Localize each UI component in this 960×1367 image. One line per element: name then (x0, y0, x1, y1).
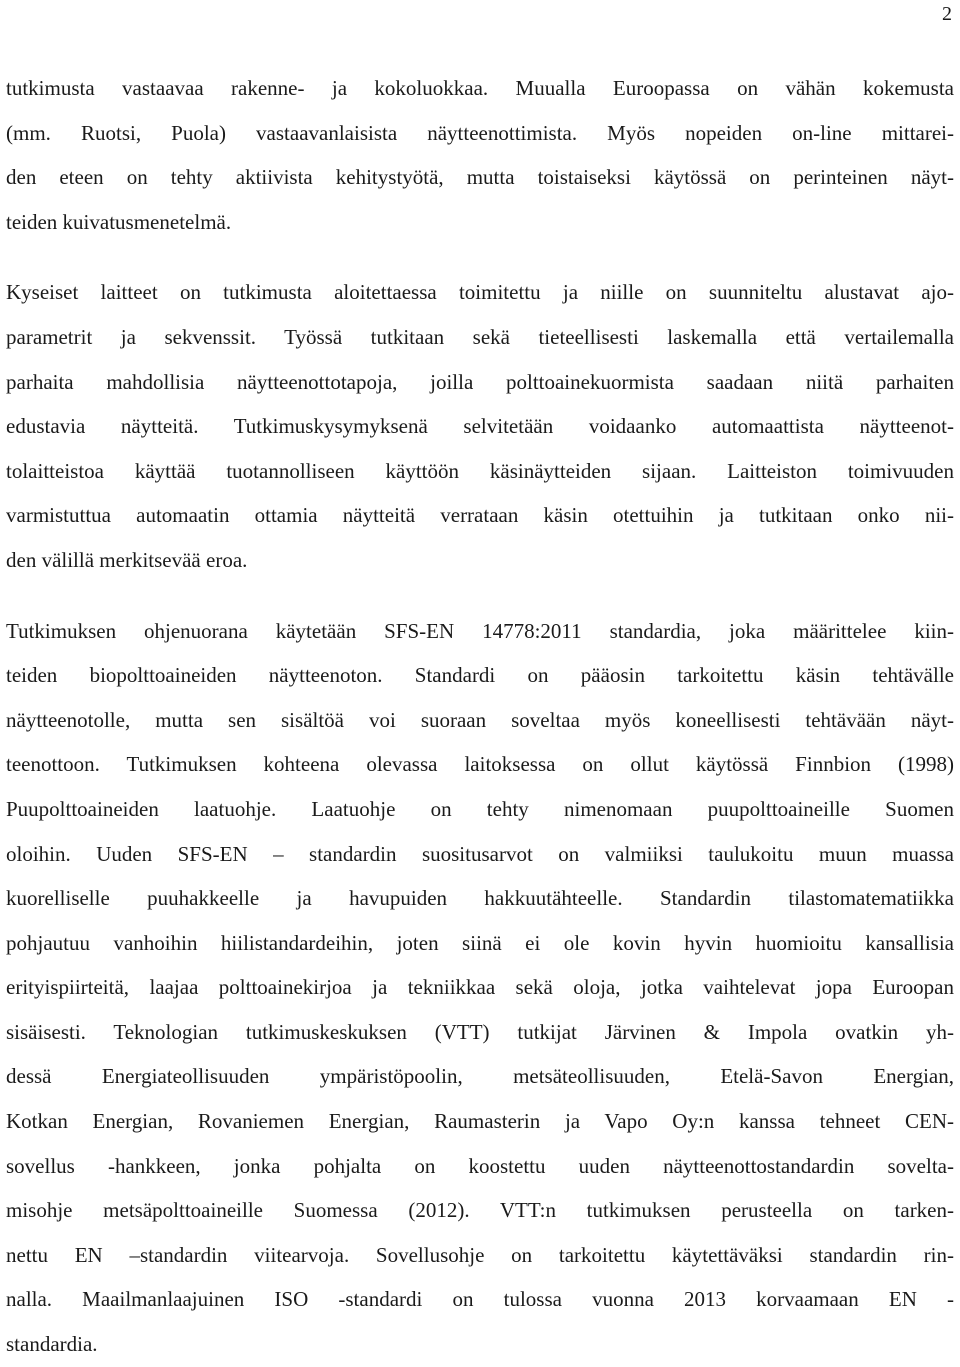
text-line: parhaita mahdollisia näytteenottotapoja, joilla polttoainekuormista saadaan niitä parhaiten (6, 369, 954, 394)
text-line: Tutkimuksen ohjenuorana käytetään SFS-EN 14778:2011 standardia, joka määrittelee kiin- (6, 618, 954, 643)
text-line: standardia. (6, 1332, 98, 1357)
text-line: parametrit ja sekvenssit. Työssä tutkitaan sekä tieteellisesti laskemalla että vertailemalla (6, 324, 954, 349)
text-line: (mm. Ruotsi, Puola) vastaavanlaisista näytteenottimista. Myös nopeiden on-line mittarei- (6, 120, 954, 145)
text-line: näytteenotolle, mutta sen sisältöä voi suoraan soveltaa myös koneellisesti tehtävään näyt- (6, 707, 954, 732)
paragraph-gap (6, 583, 954, 609)
text-line: nalla. Maailmanlaajuinen ISO -standardi on tulossa vuonna 2013 korvaamaan EN - (6, 1287, 954, 1312)
paragraph-3 (6, 609, 954, 1367)
text-line: pohjautuu vanhoihin hiilistandardeihin, joten siinä ei ole kovin hyvin huomioitu kansallisia (6, 930, 954, 955)
text-line: teiden kuivatusmenetelmä. (6, 209, 232, 234)
text-line: edustavia näytteitä. Tutkimuskysymyksenä selvitetään voidaanko automaattista näytteenot- (6, 414, 954, 439)
text-line: oloihin. Uuden SFS-EN – standardin suositusarvot on valmiiksi taulukoitu muun muassa (6, 841, 954, 866)
text-line: den välillä merkitsevää eroa. (6, 547, 248, 572)
paragraph-gap (6, 244, 954, 270)
text-line: Puupolttoaineiden laatuohje. Laatuohje on tehty nimenomaan puupolttoaineille Suomen (6, 796, 954, 821)
text-line: nettu EN –standardin viitearvoja. Sovellusohje on tarkoitettu käytettäväksi standardin rin- (6, 1242, 954, 1267)
text-line: dessä Energiateollisuuden ympäristöpoolin, metsäteollisuuden, Etelä-Savon Energian, (6, 1064, 954, 1089)
text-line: tutkimusta vastaavaa rakenne- ja kokoluokkaa. Muualla Euroopassa on vähän kokemusta (6, 76, 954, 100)
text-line: teiden biopolttoaineiden näytteenoton. Standardi on pääosin tarkoitettu käsin tehtävälle (6, 663, 954, 688)
document-body (6, 66, 954, 1367)
text-line: den eteen on tehty aktiivista kehitystyötä, mutta toistaiseksi käytössä on perinteinen näyt- (6, 165, 954, 190)
text-line: teenottoon. Tutkimuksen kohteena olevassa laitoksessa on ollut käytössä Finnbion (1998) (6, 752, 954, 777)
paragraph-2 (6, 270, 954, 582)
text-line: kuorelliselle puuhakkeelle ja havupuiden hakkuutähteelle. Standardin tilastomatematiikka (6, 886, 954, 911)
paragraph-1 (6, 66, 954, 244)
text-line: misohje metsäpolttoaineille Suomessa (2012). VTT:n tutkimuksen perusteella on tarken- (6, 1198, 954, 1223)
text-line: sovellus -hankkeen, jonka pohjalta on koostettu uuden näytteenottostandardin sovelta- (6, 1153, 954, 1178)
text-line: erityispiirteitä, laajaa polttoainekirjoa ja tekniikkaa sekä oloja, jotka vaihtelevat jopa Euroopan (6, 975, 954, 1000)
text-line: varmistuttua automaatin ottamia näytteitä verrataan käsin otettuihin ja tutkitaan onko nii- (6, 503, 954, 528)
text-line: tolaitteistoa käyttää tuotannolliseen käyttöön käsinäytteiden sijaan. Laitteiston toimivuuden (6, 458, 954, 483)
page-number: 2 (942, 3, 952, 25)
text-line: sisäisesti. Teknologian tutkimuskeskuksen (VTT) tutkijat Järvinen & Impola ovatkin yh- (6, 1019, 954, 1044)
text-line: Kotkan Energian, Rovaniemen Energian, Raumasterin ja Vapo Oy:n kanssa tehneet CEN- (6, 1109, 954, 1134)
text-line: Kyseiset laitteet on tutkimusta aloitettaessa toimitettu ja niille on suunniteltu alustavat ajo- (6, 280, 954, 305)
